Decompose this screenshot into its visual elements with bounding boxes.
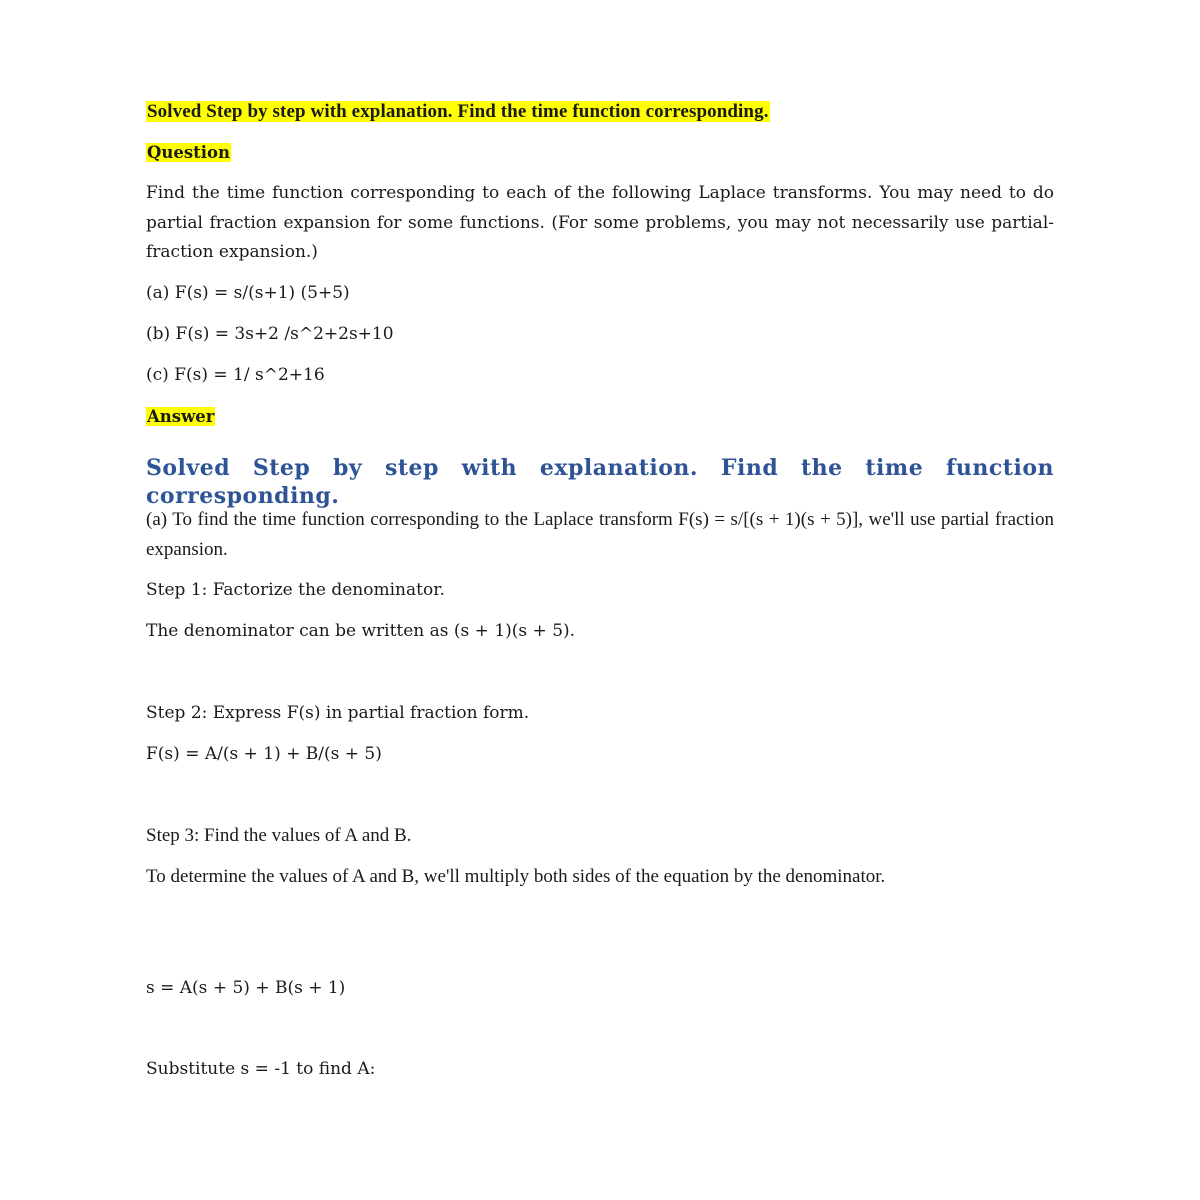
title-line xyxy=(146,97,770,127)
answer-label: Answer xyxy=(147,407,215,426)
answer-intro: (a) To find the time function corresponding to the Laplace transform F(s) = s/[(s + 1)(s + 5)], we'll use partial fraction expansion. xyxy=(146,509,1054,560)
answer-label-line xyxy=(146,402,215,432)
step1-text: The denominator can be written as (s + 1)(s + 5). xyxy=(146,621,576,641)
problem-c: (c) F(s) = 1/ s^2+16 xyxy=(146,365,325,385)
problem-b: (b) F(s) = 3s+2 /s^2+2s+10 xyxy=(146,324,394,344)
answer-heading: Solved Step by step with explanation. Find the time function corresponding. xyxy=(146,455,1054,509)
title-highlight: Solved Step by step with explanation. Find the time function corresponding. xyxy=(147,101,769,122)
step3-title: Step 3: Find the values of A and B. xyxy=(146,825,412,846)
question-label: Question xyxy=(147,143,231,162)
question-label-line xyxy=(146,138,231,168)
step3-text: To determine the values of A and B, we'll multiply both sides of the equation by the denominator. xyxy=(146,866,886,887)
substitute-text: Substitute s = -1 to find A: xyxy=(146,1059,376,1079)
question-text: Find the time function corresponding to each of the following Laplace transforms. You may need to do partial fraction expansion for some functions. (For some problems, you may not necessarily use partial-fraction expansion.) xyxy=(146,183,1054,262)
step1-title: Step 1: Factorize the denominator. xyxy=(146,580,445,600)
step3-equation: s = A(s + 5) + B(s + 1) xyxy=(146,978,346,998)
step2-equation: F(s) = A/(s + 1) + B/(s + 5) xyxy=(146,744,382,764)
step2-title: Step 2: Express F(s) in partial fraction form. xyxy=(146,703,530,723)
problem-a: (a) F(s) = s/(s+1) (5+5) xyxy=(146,283,350,303)
